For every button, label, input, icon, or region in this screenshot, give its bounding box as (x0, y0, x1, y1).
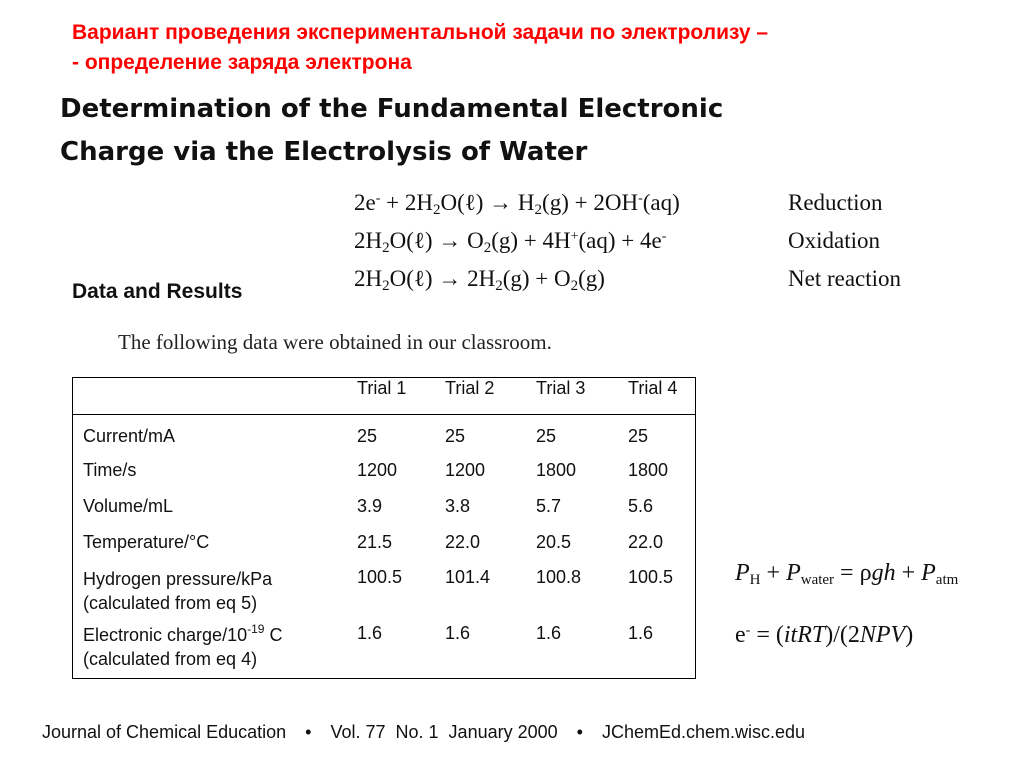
table-row (73, 487, 695, 523)
article-title-line-1: Determination of the Fundamental Electronic (60, 94, 724, 124)
row-label-unit: C (264, 624, 283, 645)
net-label: Net reaction (788, 266, 902, 291)
table-row (73, 559, 695, 615)
oxidation-equation: $2H_2O(\ell) \to O_2(g) + 4H^+(aq) + 4e^-$ (354, 228, 667, 256)
table-cell: 3.8 (445, 495, 471, 516)
table-cell: 1800 (536, 459, 577, 480)
row-label-line-1: Hydrogen pressure/kPa (83, 568, 273, 589)
table-cell: 5.7 (536, 495, 562, 516)
slide-title-russian-line-2: - определение заряда электрона (72, 51, 412, 74)
reaction-reduction (354, 190, 994, 226)
charge-formula: e- = (itRT)/(2NPV) (735, 622, 914, 648)
table-cell: 1200 (445, 459, 486, 480)
article-title-line-2: Charge via the Electrolysis of Water (60, 137, 588, 167)
reduction-equation: $2e^- + 2H_2O(\ell) \to H_2(g) + 2OH^-(aq)$ (354, 190, 680, 218)
net-equation: $2H_2O(\ell) \to 2H_2(g) + O_2(g)$ (354, 266, 605, 294)
slide-title-russian (72, 18, 972, 78)
oxidation-label: Oxidation (788, 228, 880, 253)
table-cell: 1200 (357, 459, 398, 480)
table-header-row (73, 378, 695, 415)
citation-footer (42, 722, 1002, 743)
column-header: Trial 1 (357, 378, 445, 415)
table-cell: 25 (536, 426, 557, 446)
slide-title-russian-line-1: Вариант проведения экспериментальной задачи по электролизу – (72, 21, 769, 44)
column-header: Trial 4 (628, 378, 695, 415)
table-row (73, 523, 695, 559)
row-label-line-1 (83, 623, 357, 647)
pressure-formula: $P_H + P_{water} = \rho gh + P_{atm}$ (735, 560, 959, 588)
table-row (73, 451, 695, 487)
table-row (73, 615, 695, 675)
row-label (73, 559, 357, 615)
row-label: Time/s (83, 459, 137, 480)
table-cell: 1.6 (357, 622, 383, 643)
table-cell: 1.6 (628, 622, 654, 643)
table-cell: 25 (628, 426, 649, 446)
table-cell: 100.5 (357, 566, 403, 587)
data-intro-text: The following data were obtained in our classroom. (118, 330, 552, 354)
table-cell: 1800 (628, 459, 669, 480)
table-corner-cell (73, 378, 357, 415)
table-cell: 20.5 (536, 531, 572, 552)
results-table (73, 378, 695, 675)
row-label-line-2: (calculated from eq 5) (83, 592, 258, 613)
row-label-line-2: (calculated from eq 4) (83, 648, 258, 669)
row-label-text: Electronic charge/10 (83, 624, 248, 645)
footer-separator: • (305, 722, 312, 742)
table-cell: 1.6 (536, 622, 562, 643)
table-cell: 22.0 (445, 531, 481, 552)
data-results-heading: Data and Results (72, 280, 243, 303)
reaction-net (354, 266, 994, 302)
table-cell: 21.5 (357, 531, 393, 552)
row-label: Volume/mL (83, 495, 174, 516)
table-cell: 101.4 (445, 566, 491, 587)
journal-website: JChemEd.chem.wisc.edu (601, 722, 806, 742)
journal-volume: Vol. 77 No. 1 January 2000 (330, 722, 558, 742)
table-cell: 3.9 (357, 495, 383, 516)
reaction-oxidation (354, 228, 994, 264)
table-cell: 25 (445, 426, 466, 446)
column-header: Trial 2 (445, 378, 536, 415)
table-cell: 25 (357, 426, 378, 446)
column-header: Trial 3 (536, 378, 628, 415)
table-cell: 5.6 (628, 495, 654, 516)
table-row (73, 415, 695, 451)
row-label: Temperature/°C (83, 531, 210, 552)
table-cell: 100.8 (536, 566, 582, 587)
table-cell: 100.5 (628, 566, 674, 587)
footer-separator: • (576, 722, 583, 742)
row-label: Current/mA (83, 426, 176, 446)
row-label (73, 615, 357, 675)
row-label-exponent: -19 (247, 621, 265, 636)
results-table-frame (72, 377, 696, 679)
article-title (60, 88, 840, 174)
journal-name: Journal of Chemical Education (42, 722, 287, 742)
reduction-label: Reduction (788, 190, 883, 215)
table-cell: 1.6 (445, 622, 471, 643)
table-cell: 22.0 (628, 531, 664, 552)
